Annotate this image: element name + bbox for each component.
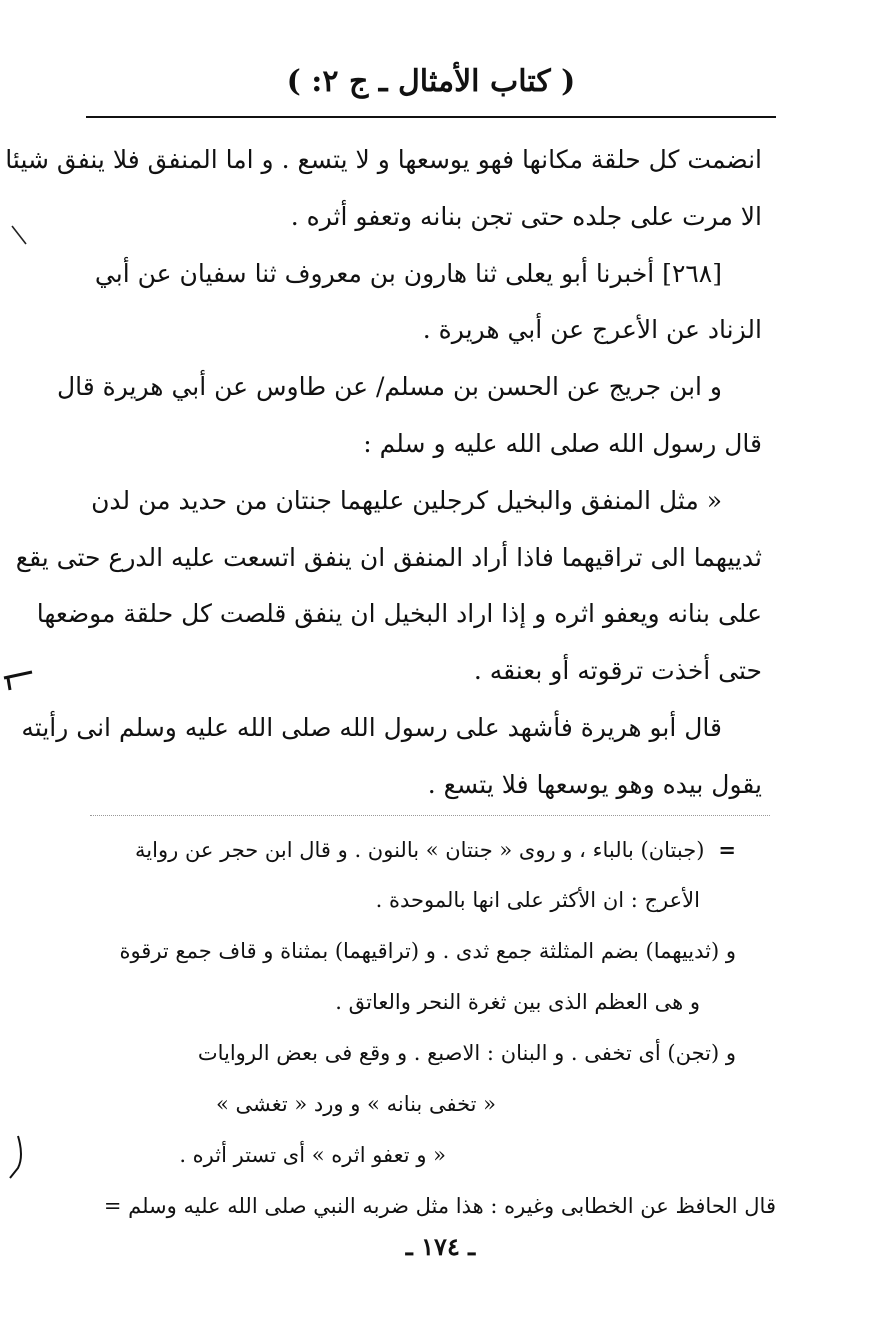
text-line: الا مرت على جلده حتى تجن بنانه وتعفو أثره . <box>290 201 762 231</box>
margin-bracket-mark <box>4 1132 26 1182</box>
footnote-line: و (تجن) أى تخفى . و البنان : الاصبع . و وقع فى بعض الروايات <box>197 1041 736 1065</box>
main-text <box>5 132 762 814</box>
text-line: على بنانه ويعفو اثره و إذا اراد البخيل ان ينفق قلصت كل حلقة موضعها <box>36 599 762 629</box>
text-line: قال أبو هريرة فأشهد على رسول الله صلى الله عليه وسلم انى رأيته <box>21 712 722 742</box>
footnote-line <box>96 824 736 875</box>
footnote-line: « و تعفو اثره » أى تستر أثره . <box>179 1143 446 1167</box>
text-line: الزناد عن الأعرج عن أبي هريرة . <box>422 315 762 345</box>
text-line: قال رسول الله صلى الله عليه و سلم : <box>363 428 762 458</box>
footnote-separator <box>90 815 770 816</box>
margin-arrow-mark <box>2 668 36 692</box>
text-line: حتى أخذت ترقوته أو بعنقه . <box>473 656 762 686</box>
footnote-line: و (ثدييهما) بضم المثلثة جمع ثدى . و (تراقيهما) بمثناة و قاف جمع ترقوة <box>119 939 736 963</box>
text-line: « مثل المنفق والبخيل كرجلين عليهما جنتان من حديد من لدن <box>91 485 722 515</box>
footnote-text: (جبتان) بالباء ، و روى « جنتان » بالنون . و قال ابن حجر عن رواية <box>135 838 705 862</box>
margin-scratch-mark <box>8 222 30 248</box>
page-number: ـ ١٧٤ ـ <box>405 1232 476 1261</box>
text-line: و ابن جريج عن الحسن بن مسلم/ عن طاوس عن أبي هريرة قال <box>56 372 722 402</box>
text-line: انضمت كل حلقة مكانها فهو يوسعها و لا يتسع . و اما المنفق فلا ينفق شيئا <box>5 145 762 174</box>
text-line: [٢٦٨] أخبرنا أبو يعلى ثنا هارون بن معروف ثنا سفيان عن أبي <box>94 258 722 288</box>
continuation-mark: = <box>718 837 736 862</box>
text-line: يقول بيده وهو يوسعها فلا يتسع . <box>427 769 762 799</box>
footnote-line: و هى العظم الذى بين ثغرة النحر والعاتق . <box>335 990 700 1014</box>
header-rule <box>86 116 776 118</box>
running-header: ( كتاب الأمثال ـ ج ٢: ) <box>286 64 576 99</box>
footnote-line: قال الحافظ عن الخطابى وغيره : هذا مثل ضربه النبي صلى الله عليه وسلم = <box>103 1194 776 1218</box>
footnote-line: « تخفى بنانه » و ورد « تغشى » <box>216 1092 496 1116</box>
text-line: ثدييهما الى تراقيهما فاذا أراد المنفق ان ينفق اتسعت عليه الدرع حتى يقع <box>15 542 762 572</box>
footnote-line: الأعرج : ان الأكثر على انها بالموحدة . <box>375 888 700 912</box>
footnotes <box>96 824 776 1232</box>
